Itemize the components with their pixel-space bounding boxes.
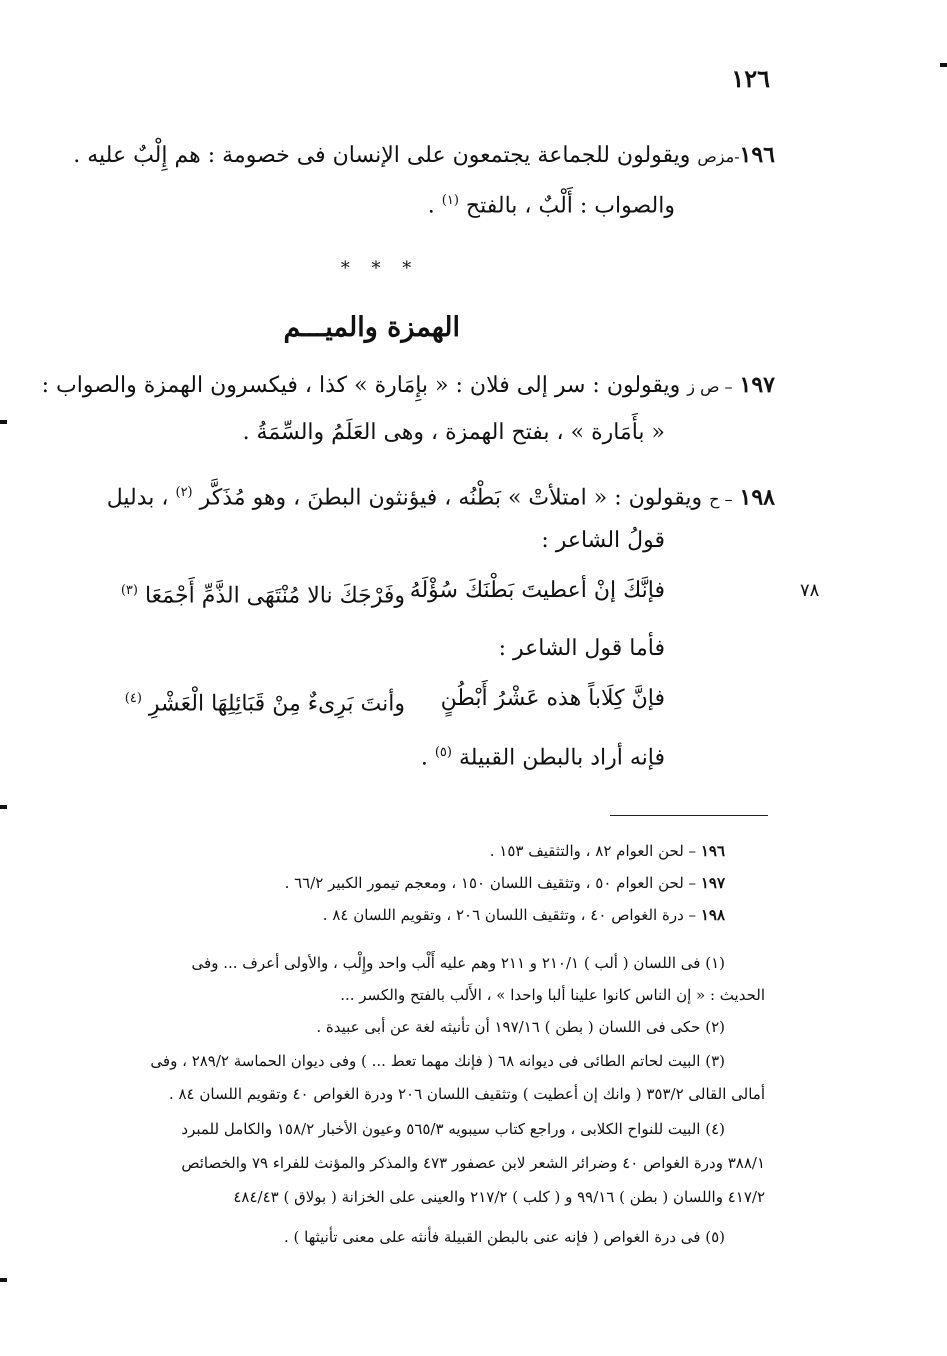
verse-1-hemistich-1: فإنَّكَ إنْ أعطيتَ بَطْنَكَ سُؤْلَهُ	[409, 578, 665, 603]
source-197	[285, 872, 725, 894]
verse-2-hemistich-2	[125, 684, 405, 719]
verse-2-text-2: وأنتَ بَرِىءٌ مِنْ قَبَائِلِهَا الْعَشْرِ	[148, 691, 405, 717]
entry-198-line-2	[541, 526, 665, 556]
source-197-text: – لحن العوام ٥٠ ، وتثقيف اللسان ١٥٠ ، ومعجم تيمور الكبير ٦٦/٢ .	[284, 874, 697, 892]
source-198-number: ١٩٨	[700, 906, 725, 924]
scan-edge-mark	[0, 420, 7, 424]
footnote-ref-4: (٤)	[124, 691, 142, 706]
verse-1-text-2: وفَرْجَكَ نالا مُنْتَهَى الذَّمِّ أَجْمَعَا	[144, 583, 405, 609]
entry-198-number: ١٩٨	[739, 484, 775, 511]
source-196	[490, 840, 725, 862]
footnote-5: (٥) فى درة الغواص ( فإنه عنى بالبطن القبيلة فأنثه على معنى تأنيثها ) .	[283, 1228, 725, 1246]
entry-198-line-3: فأما قول الشاعر :	[498, 636, 665, 661]
footnote-ref-3: (٣)	[120, 583, 138, 598]
footnote-ref-1: (١)	[441, 193, 459, 208]
scan-edge-mark	[940, 63, 947, 67]
page-number: ١٢٦	[731, 64, 770, 93]
entry-197-number: ١٩٧	[739, 372, 775, 398]
entry-196-period: .	[427, 193, 435, 219]
source-198-text: – درة الغواص ٤٠ ، وتثقيف اللسان ٢٠٦ ، وتقويم اللسان ٨٤ .	[322, 906, 697, 924]
entry-198-code: – ح	[709, 489, 733, 509]
entry-196-text-1: ويقولون للجماعة يجتمعون على الإنسان فى خصومة : هم إِلْبٌ عليه .	[73, 143, 691, 168]
entry-196-text-2: والصواب : أَلْبٌ ، بالفتح	[465, 193, 675, 219]
footnote-3-line-1: (٣) البيت لحاتم الطائى فى ديوانه ٦٨ ( فإنك مهما تعط ... ) وفى ديوان الحماسة ٢٨٩/٢ ، وفى	[150, 1052, 725, 1070]
footnote-4-line-2: ٣٨٨/١ ودرة الغواص ٤٠ وضرائر الشعر لابن عصفور ٤٧٣ والمذكر والمؤنث للفراء ٧٩ والخصائص	[181, 1154, 765, 1172]
entry-196-line-2	[428, 186, 675, 221]
entry-198-period: .	[420, 745, 428, 771]
entry-198-text-4: فإنه أراد بالبطن القبيلة	[458, 745, 665, 771]
footnote-3-line-2: أمالى القالى ٣٥٣/٢ ( وانك إن أعطيت ) وتثقيف اللسان ٢٠٦ ودرة الغواص ٤٠ وتقويم اللسان ٨٤ .	[168, 1085, 765, 1103]
section-title: الهمزة والميـــم	[283, 312, 460, 343]
margin-number: ٧٨	[800, 580, 820, 601]
footnote-4-line-3: ٤١٧/٢ واللسان ( بطن ) ٩٩/١٦ و ( كلب ) ٢١٧/٢ والعينى على الخزانة ( بولاق ) ٤٨٤/٤٣	[233, 1188, 765, 1206]
entry-196-code: -مزص	[697, 147, 740, 166]
entry-196-line-1	[73, 140, 775, 172]
footnote-ref-5: (٥)	[434, 745, 452, 760]
entry-198-text-1: ويقولون : « امتلأتْ » بَطْنُه ، فيؤنثون البطنَ ، وهو مُذَكَّر	[199, 485, 703, 511]
entry-197-line-1	[42, 370, 775, 402]
section-separator: * * *	[340, 258, 420, 279]
footnote-divider	[610, 815, 768, 816]
scan-edge-mark	[0, 805, 7, 809]
source-197-number: ١٩٧	[700, 874, 725, 892]
entry-198-line-1	[107, 478, 775, 514]
entry-197-code: – ص ز	[687, 377, 733, 396]
entry-198-line-4	[421, 738, 665, 773]
footnote-1-line-1: (١) فى اللسان ( ألب ) ٢١٠/١ و ٢١١ وهم عليه أَلْب واحد وإِلْب ، والأولى أعرف ... وفى	[191, 954, 725, 972]
source-198	[323, 904, 725, 926]
source-196-text: – لحن العوام ٨٢ ، والتثقيف ١٥٣ .	[489, 842, 697, 860]
source-196-number: ١٩٦	[700, 842, 725, 860]
entry-198-text-1-end: ، بدليل	[106, 485, 169, 511]
footnote-1-line-2: الحديث : « إن الناس كانوا علينا ألبا واحدا » ، الأَلب بالفتح والكسر ...	[340, 986, 765, 1004]
footnote-ref-2: (٢)	[175, 485, 193, 500]
entry-197-text-1: ويقولون : سر إلى فلان : « بإِمَارة » كذا ، فيكسرون الهمزة والصواب :	[41, 373, 681, 398]
entry-196-number: ١٩٦	[739, 142, 775, 168]
entry-197-text-2: « بأَمَارة » ، بفتح الهمزة ، وهى العَلَمُ والسِّمَةُ .	[242, 420, 665, 445]
footnote-4-line-1: (٤) البيت للنواح الكلابى ، وراجع كتاب سيبويه ٥٦٥/٣ وعيون الأخبار ١٥٨/٢ والكامل للمبرد	[181, 1120, 725, 1138]
footnote-2: (٢) حكى فى اللسان ( بطن ) ١٩٧/١٦ أن تأنيثه لغة عن أبى عبيدة .	[316, 1018, 725, 1036]
entry-198-text-2: قولُ الشاعر :	[541, 528, 665, 553]
verse-2-hemistich-1: فإنَّ كِلَاباً هذه عَشْرُ أَبْطُنٍ	[440, 686, 665, 711]
verse-1-hemistich-2	[121, 576, 405, 611]
entry-197-line-2	[243, 418, 665, 448]
scan-edge-mark	[0, 1278, 7, 1282]
